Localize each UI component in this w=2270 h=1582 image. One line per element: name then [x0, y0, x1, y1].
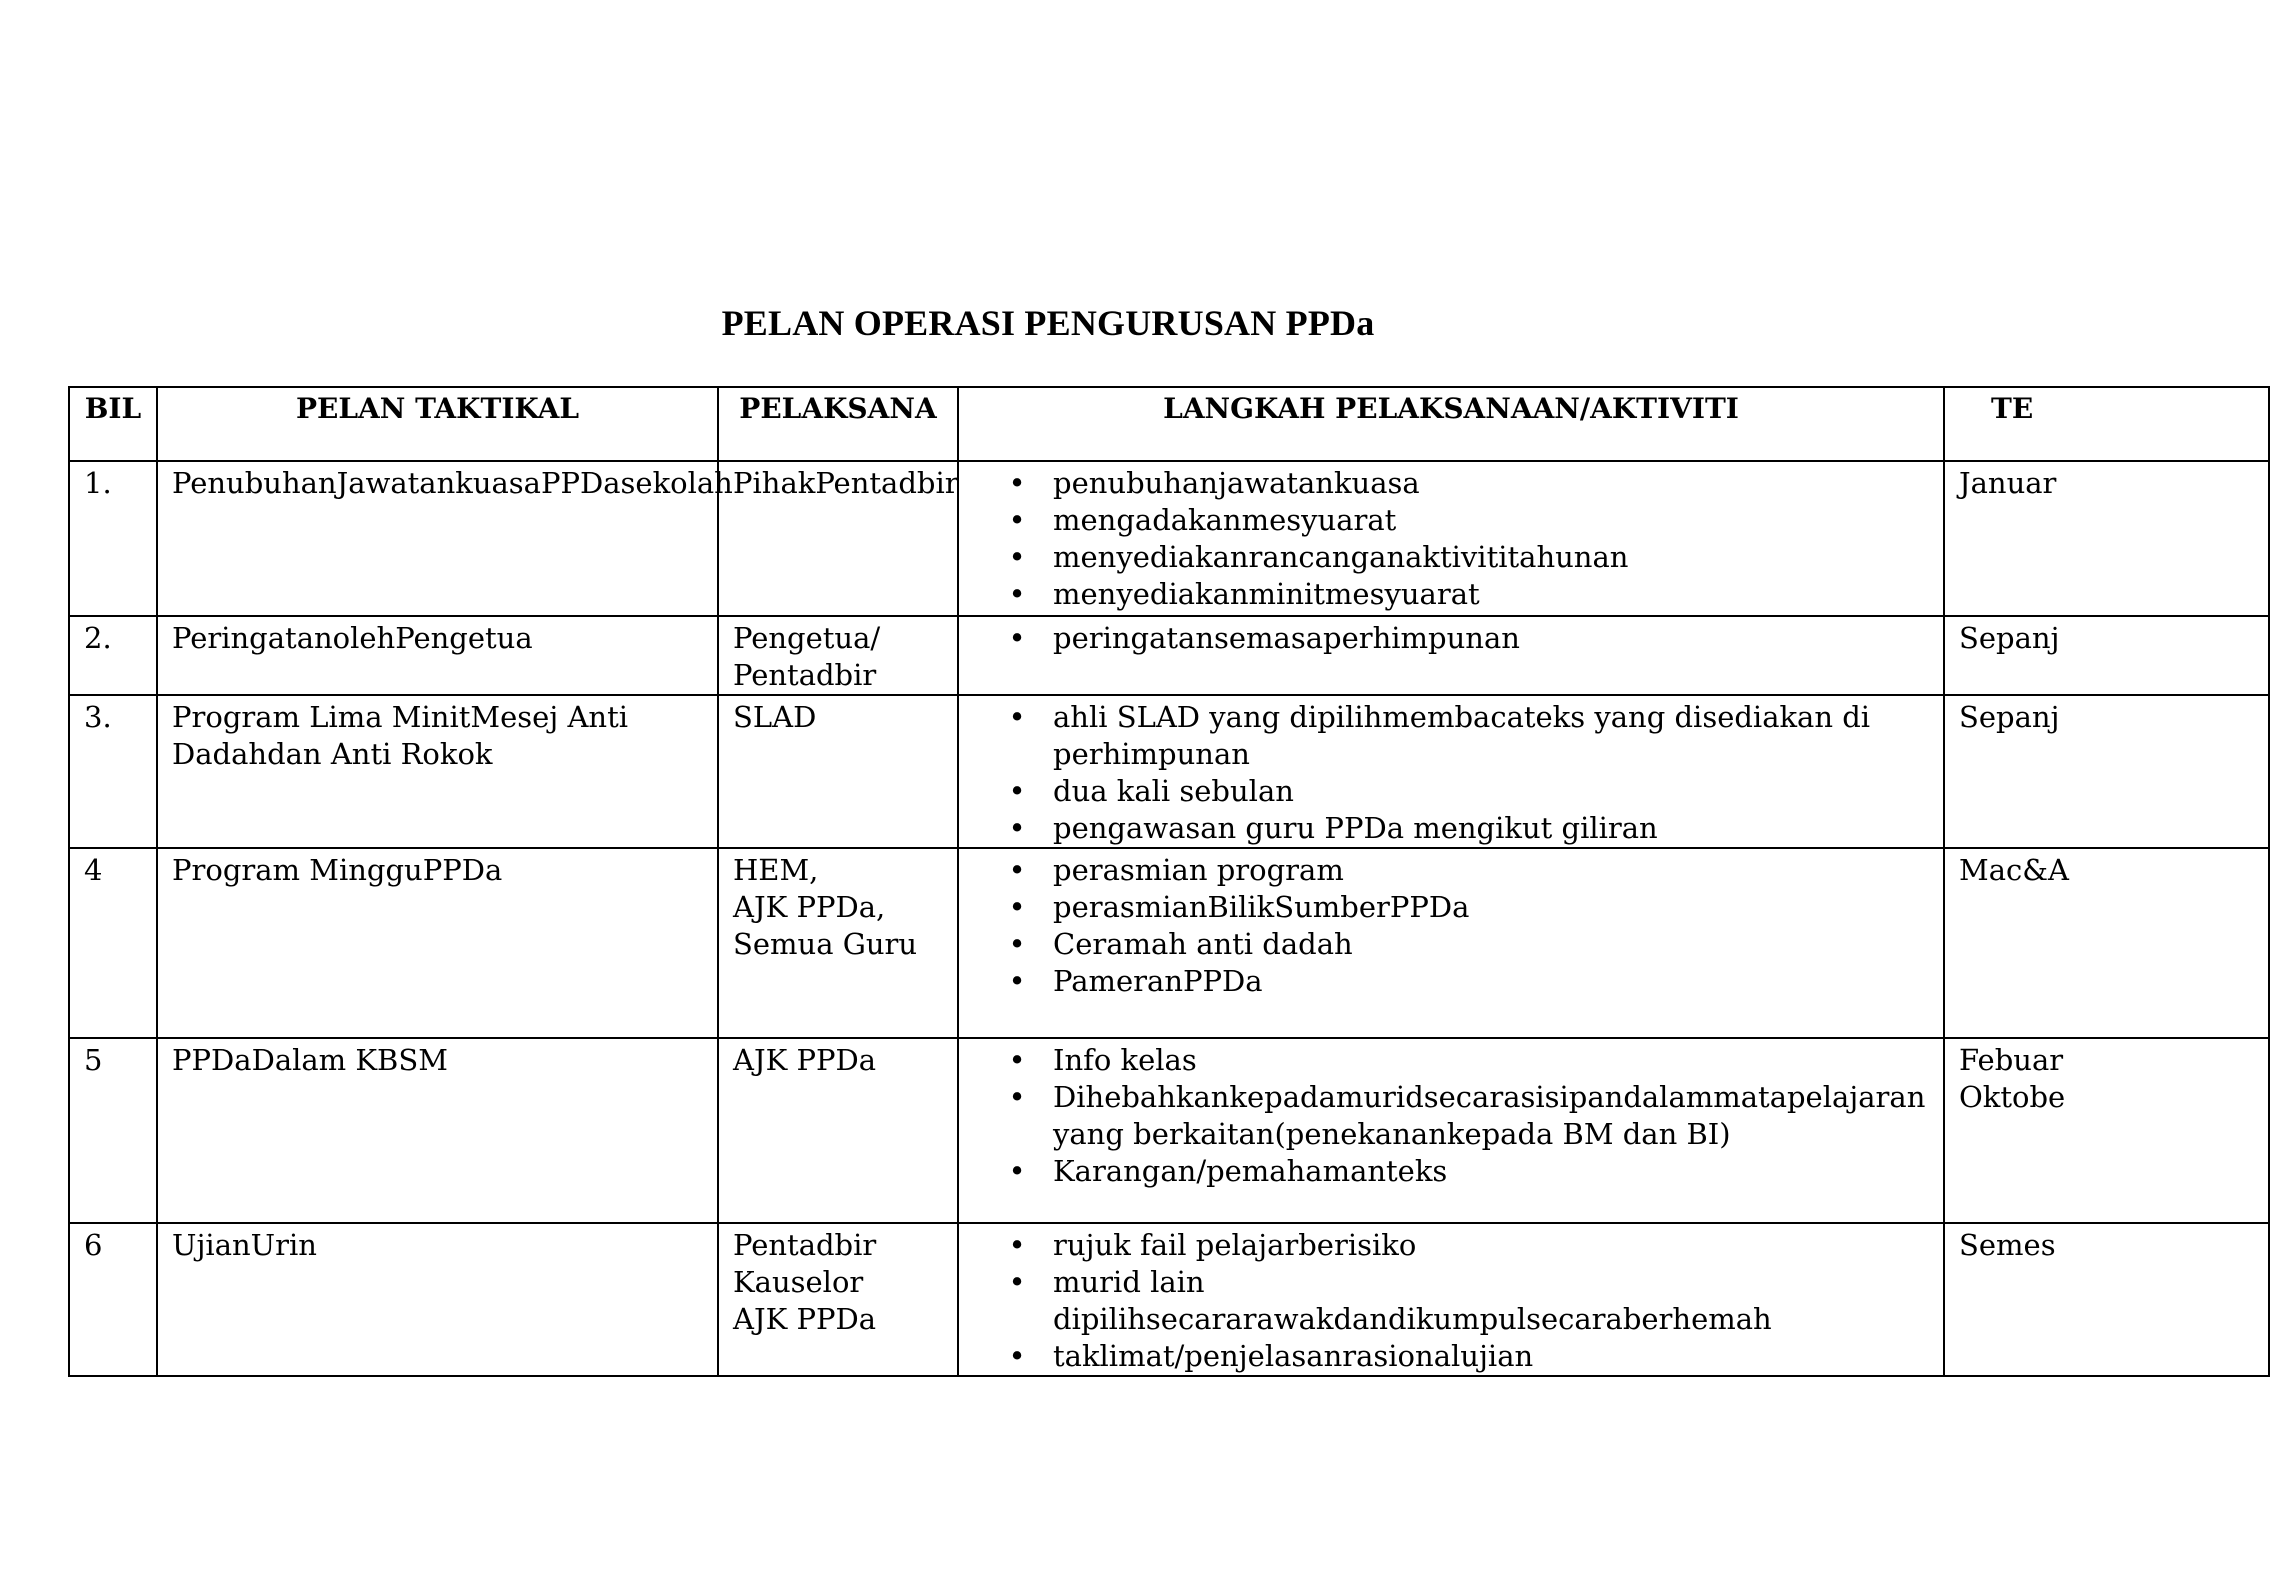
activity-text: Karangan/pemahamanteks: [1053, 1154, 1448, 1188]
bullet-icon: •: [1008, 1043, 1026, 1077]
activity-list: [973, 1227, 1929, 1375]
table-row: [69, 848, 2269, 1038]
bullet-icon: •: [1008, 774, 1026, 808]
cell-tempoh: Mac&A: [1944, 848, 2269, 1038]
cell-pelan-taktikal: Program MingguPPDa: [157, 848, 718, 1038]
table-row: [69, 616, 2269, 695]
list-item: [1008, 502, 1929, 539]
page-title: PELAN OPERASI PENGURUSAN PPDa: [721, 303, 1375, 343]
bullet-icon: •: [1008, 853, 1026, 887]
table-row: [69, 1038, 2269, 1223]
activity-text: Ceramah anti dadah: [1053, 927, 1353, 961]
activity-text: perasmian program: [1053, 853, 1344, 887]
bullet-icon: •: [1008, 964, 1026, 998]
list-item: [1008, 926, 1929, 963]
activity-text: ahli SLAD yang dipilihmembacateks yang disediakan di perhimpunan: [1053, 700, 1871, 771]
activity-text: menyediakanminitmesyuarat: [1053, 577, 1480, 611]
list-item: [1008, 1338, 1929, 1375]
cell-tempoh: Januar: [1944, 461, 2269, 616]
cell-pelan-taktikal: UjianUrin: [157, 1223, 718, 1376]
bullet-icon: •: [1008, 466, 1026, 500]
list-item: [1008, 1079, 1929, 1153]
cell-langkah-pelaksanaan: [958, 695, 1944, 848]
activity-text: perasmianBilikSumberPPDa: [1053, 890, 1470, 924]
cell-pelaksana: Pengetua/ Pentadbir: [718, 616, 958, 695]
header-langkah-pelaksanaan: LANGKAH PELAKSANAAN/AKTIVITI: [958, 387, 1944, 461]
header-pelan-taktikal: PELAN TAKTIKAL: [157, 387, 718, 461]
table-row: [69, 1223, 2269, 1376]
cell-tempoh: Sepanj: [1944, 695, 2269, 848]
table-row: [69, 695, 2269, 848]
list-item: [1008, 699, 1929, 773]
cell-pelan-taktikal: Program Lima MinitMesej Anti Dadahdan Anti Rokok: [157, 695, 718, 848]
table-header-row: [69, 387, 2269, 461]
bullet-icon: •: [1008, 927, 1026, 961]
cell-bil: 6: [69, 1223, 157, 1376]
list-item: [1008, 773, 1929, 810]
cell-langkah-pelaksanaan: [958, 848, 1944, 1038]
cell-pelan-taktikal: PPDaDalam KBSM: [157, 1038, 718, 1223]
bullet-icon: •: [1008, 503, 1026, 537]
cell-bil: 1.: [69, 461, 157, 616]
bullet-icon: •: [1008, 1228, 1026, 1262]
cell-langkah-pelaksanaan: [958, 461, 1944, 616]
activity-text: Info kelas: [1053, 1043, 1197, 1077]
list-item: [1008, 1227, 1929, 1264]
activity-text: dua kali sebulan: [1053, 774, 1294, 808]
activity-text: taklimat/penjelasanrasionalujian: [1053, 1339, 1534, 1373]
cell-tempoh: Febuar Oktobe: [1944, 1038, 2269, 1223]
list-item: [1008, 810, 1929, 847]
activity-text: mengadakanmesyuarat: [1053, 503, 1397, 537]
cell-bil: 2.: [69, 616, 157, 695]
bullet-icon: •: [1008, 811, 1026, 845]
activity-list: [973, 465, 1929, 613]
cell-langkah-pelaksanaan: [958, 616, 1944, 695]
list-item: [1008, 852, 1929, 889]
list-item: [1008, 539, 1929, 576]
table-row: [69, 461, 2269, 616]
list-item: [1008, 576, 1929, 613]
activity-list: [973, 852, 1929, 1000]
bullet-icon: •: [1008, 890, 1026, 924]
activity-list: [973, 620, 1929, 657]
cell-pelaksana: PihakPentadbir: [718, 461, 958, 616]
cell-bil: 3.: [69, 695, 157, 848]
header-tempoh: TE: [1944, 387, 2269, 461]
activity-list: [973, 1042, 1929, 1190]
list-item: [1008, 889, 1929, 926]
cell-pelaksana: SLAD: [718, 695, 958, 848]
header-bil: BIL: [69, 387, 157, 461]
cell-pelan-taktikal: PenubuhanJawatankuasaPPDasekolah: [157, 461, 718, 616]
operation-plan-table: [68, 386, 2270, 1377]
activity-text: menyediakanrancanganaktivititahunan: [1053, 540, 1629, 574]
activity-text: Dihebahkankepadamuridsecarasisipandalammatapelajaran yang berkaitan(penekanankepada BM dan BI): [1053, 1080, 1926, 1151]
operation-plan-table-container: [68, 386, 2069, 1373]
activity-text: murid lain dipilihsecararawakdandikumpulsecaraberhemah: [1053, 1265, 1772, 1336]
cell-pelaksana: HEM, AJK PPDa, Semua Guru: [718, 848, 958, 1038]
bullet-icon: •: [1008, 577, 1026, 611]
activity-text: rujuk fail pelajarberisiko: [1053, 1228, 1417, 1262]
bullet-icon: •: [1008, 1265, 1026, 1299]
activity-text: PameranPPDa: [1053, 964, 1263, 998]
list-item: [1008, 963, 1929, 1000]
list-item: [1008, 620, 1929, 657]
activity-text: penubuhanjawatankuasa: [1053, 466, 1420, 500]
bullet-icon: •: [1008, 1154, 1026, 1188]
activity-list: [973, 699, 1929, 847]
cell-langkah-pelaksanaan: [958, 1038, 1944, 1223]
bullet-icon: •: [1008, 540, 1026, 574]
list-item: [1008, 1042, 1929, 1079]
activity-text: pengawasan guru PPDa mengikut giliran: [1053, 811, 1658, 845]
list-item: [1008, 1264, 1929, 1338]
cell-pelaksana: Pentadbir Kauselor AJK PPDa: [718, 1223, 958, 1376]
cell-tempoh: Semes: [1944, 1223, 2269, 1376]
activity-text: peringatansemasaperhimpunan: [1053, 621, 1520, 655]
cell-pelaksana: AJK PPDa: [718, 1038, 958, 1223]
list-item: [1008, 1153, 1929, 1190]
cell-langkah-pelaksanaan: [958, 1223, 1944, 1376]
bullet-icon: •: [1008, 1339, 1026, 1373]
cell-bil: 4: [69, 848, 157, 1038]
bullet-icon: •: [1008, 700, 1026, 734]
list-item: [1008, 465, 1929, 502]
cell-pelan-taktikal: PeringatanolehPengetua: [157, 616, 718, 695]
cell-tempoh: Sepanj: [1944, 616, 2269, 695]
table-body: [69, 461, 2269, 1376]
bullet-icon: •: [1008, 1080, 1026, 1114]
cell-bil: 5: [69, 1038, 157, 1223]
header-pelaksana: PELAKSANA: [718, 387, 958, 461]
bullet-icon: •: [1008, 621, 1026, 655]
